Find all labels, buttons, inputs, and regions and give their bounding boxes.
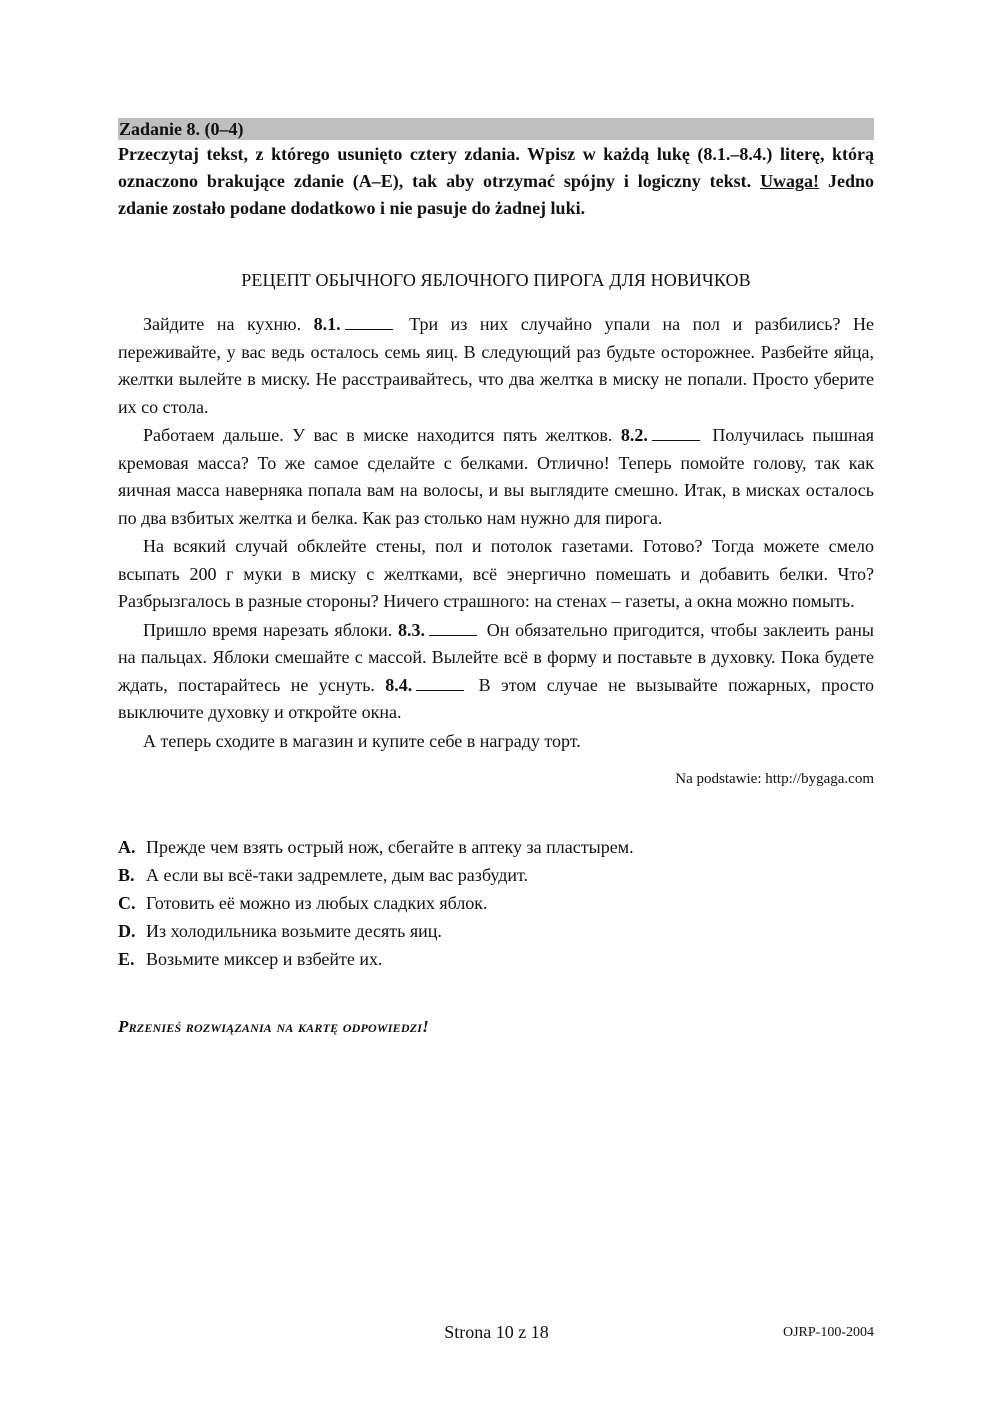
answer-blank [429,621,477,636]
warning-label: Uwaga! [760,171,820,191]
option-letter: A. [118,837,136,857]
option-letter: B. [118,865,135,885]
instruction-text: Przeczytaj tekst, z którego usunięto cztery zdania. Wpisz w każdą lukę (8.1.–8.4.) literę, którą oznaczono brakujące zdanie (A–E), tak aby otrzymać spójny i logiczny tekst. [118,144,874,191]
paragraph-3: На всякий случай обклейте стены, пол и потолок газетами. Готово? Тогда можете смело всыпать 200 г муки в миску с желтками, всё энергично помешать и добавить белки. Что? Разбрызгалось в разные стороны? Ничего страшного: на стенах – газеты, а окна можно помыть. [118,536,874,611]
answer-blank [652,426,700,441]
text-title: РЕЦЕПТ ОБЫЧНОГО ЯБЛОЧНОГО ПИРОГА ДЛЯ НОВИЧКОВ [241,270,751,290]
instruction-note: Jedno zdanie zostało podane dodatkowo i nie pasuje do żadnej luki. [118,171,874,218]
option-text: Из холодильника возьмите десять яиц. [146,921,442,941]
transfer-initial: P [118,1017,129,1036]
option-a [118,833,874,861]
option-b [118,861,874,889]
answer-blank [345,315,393,330]
task-header: Zadanie 8. (0–4) [118,118,874,140]
text-segment: Зайдите на кухню. [143,314,314,334]
gap-label: 8.2. [620,425,648,445]
option-text: Возьмите миксер и взбейте их. [146,949,383,969]
text-segment: Он обязательно пригодится, чтобы заклеить раны на пальцах. Яблоки смешайте с массой. Вылейте всё в форму и поставьте в духовку. Пока будете ждать, постарайтесь не уснуть. [118,619,875,695]
option-e [118,945,874,973]
text-segment: Работаем дальше. У вас в миске находится пять желтков. [143,425,621,445]
answer-options [118,833,874,973]
text-segment: Три из них случайно упали на пол и разбились? Не переживайте, у вас ведь осталось семь яиц. В следующий раз будьте осторожнее. Разбейте яйца, желтки вылейте в миску. Не расстраивайтесь, что два желтка в миску не попали. Просто уберите их со стола. [118,314,874,417]
gap-label: 8.1. [313,314,341,334]
gap-label: 8.4. [385,674,413,695]
option-letter: C. [118,893,136,913]
text-segment: Пришло время нарезать яблоки. [143,619,399,640]
text-segment: Получилась пышная кремовая масса? То же самое сделайте с белками. Отлично! Теперь помойте голову, так как яичная масса наверняка попала вам на волосы, и вы выглядите смешно. Итак, в мисках осталось по два взбитых желтка и белка. Как раз столько нам нужно для пирога. [118,425,874,528]
option-letter: D. [118,921,136,941]
paragraph-1 [118,311,874,421]
option-c [118,889,874,917]
transfer-text: rzenieś rozwiązania na kartę odpowiedzi! [128,1017,429,1036]
option-text: Прежде чем взять острый нож, сбегайте в аптеку за пластырем. [146,837,634,857]
transfer-instruction [118,1017,874,1037]
exam-page [118,118,874,1037]
option-text: Готовить её можно из любых сладких яблок. [146,893,488,913]
option-text: А если вы всё-таки задремлете, дым вас разбудит. [146,865,529,885]
gap-label: 8.3. [398,619,426,640]
option-letter: E. [118,949,135,969]
source-note: Na podstawie: http://bygaga.com [675,771,874,787]
answer-blank [416,676,464,691]
text-segment: В этом случае не вызывайте пожарных, просто выключите духовку и откройте окна. [118,674,874,722]
task-instruction [118,141,874,222]
reading-text [118,311,874,755]
option-d [118,917,874,945]
paragraph-4 [118,617,874,727]
paragraph-5: А теперь сходите в магазин и купите себе в награду торт. [143,730,581,751]
page-number: Strona 10 z 18 [444,1322,549,1342]
paragraph-2 [118,422,874,532]
exam-code: OJRP-100-2004 [782,1325,874,1340]
